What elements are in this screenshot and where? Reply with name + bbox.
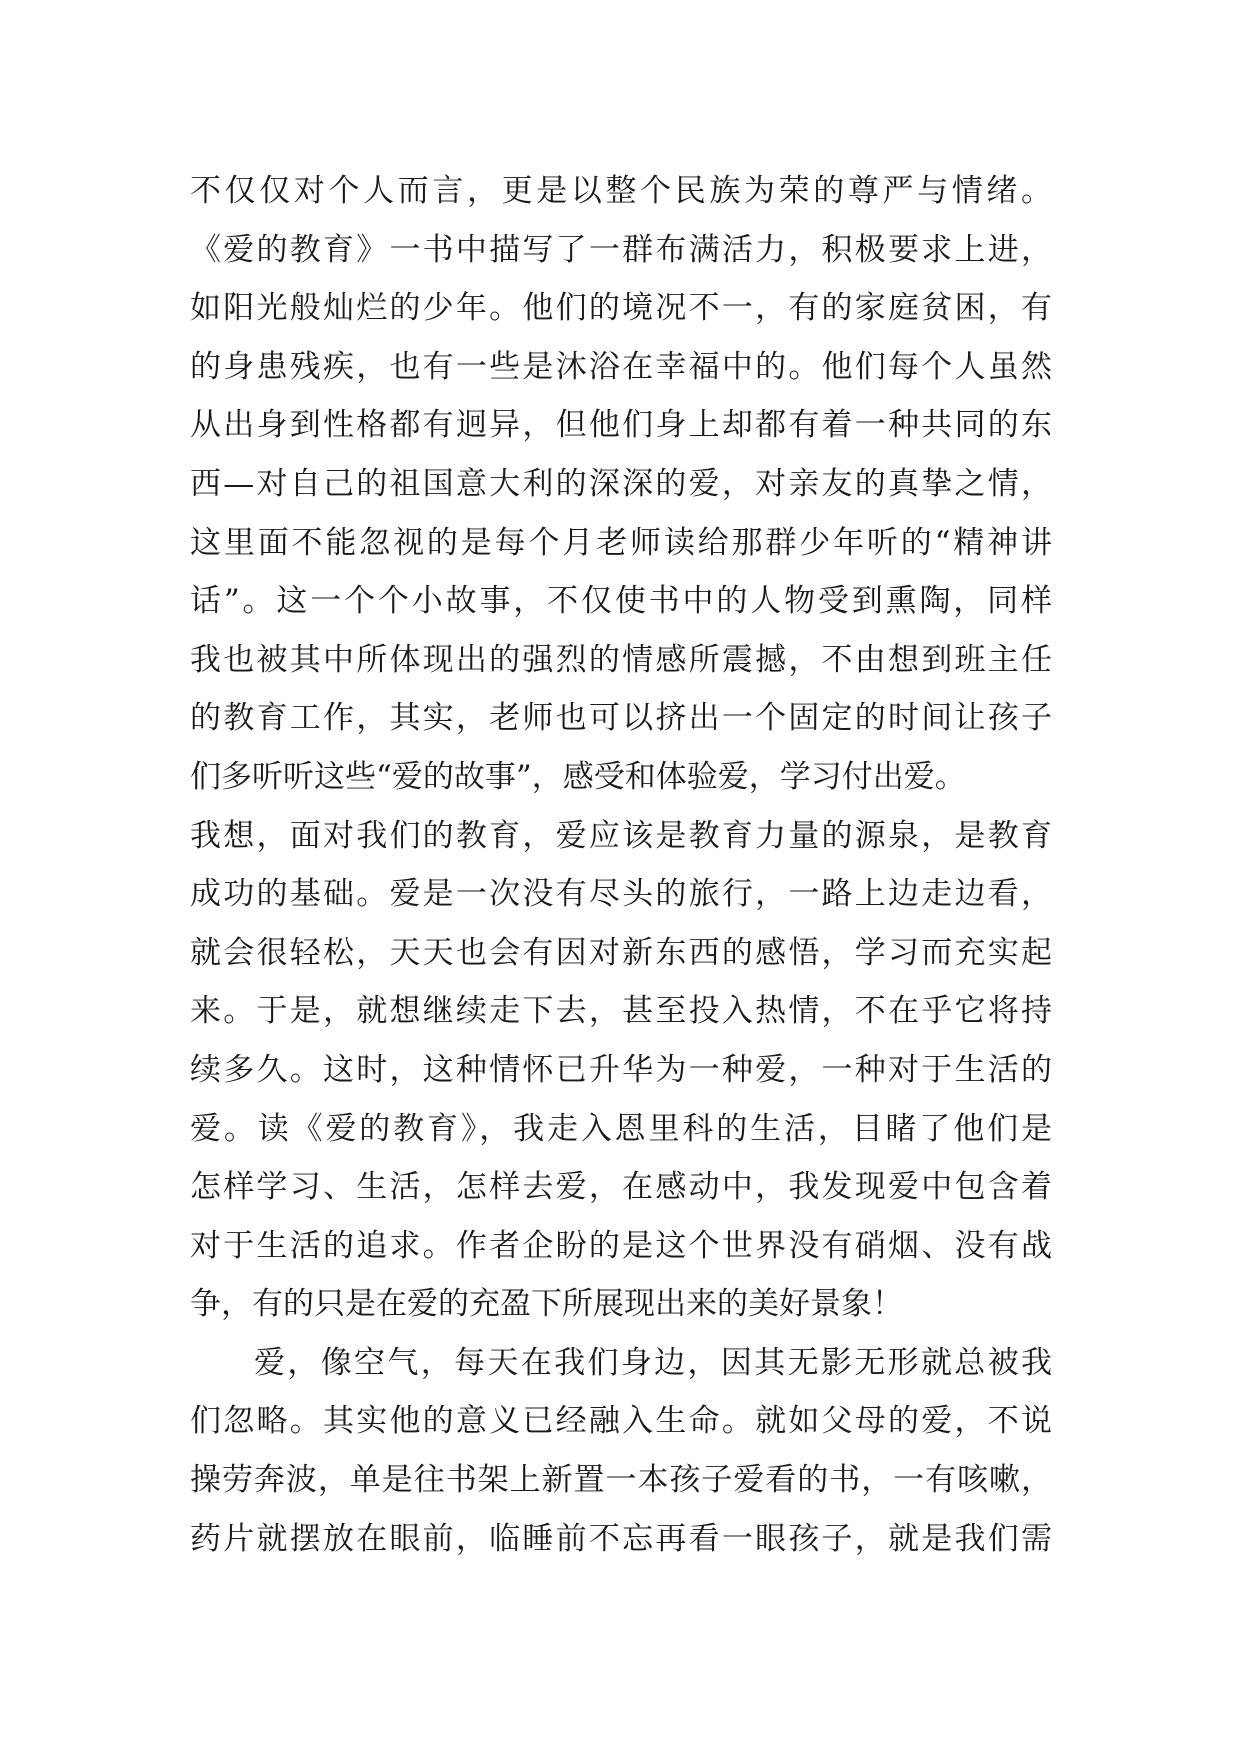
- text-line: 我也被其中所体现出的强烈的情感所震撼，不由想到班主任: [190, 641, 1052, 678]
- text-line: 药片就摆放在眼前，临睡前不忘再看一眼孩子，就是我们需: [190, 1520, 1052, 1557]
- text-line: 操劳奔波，单是往书架上新置一本孩子爱看的书，一有咳嗽，: [190, 1462, 1052, 1499]
- text-line: 争，有的只是在爱的充盈下所展现出来的美好景象！: [190, 1286, 903, 1323]
- text-line: 这里面不能忽视的是每个月老师读给那群少年听的“精神讲: [190, 524, 1052, 561]
- text-line: 爱。读《爱的教育》，我走入恩里科的生活，目睹了他们是: [190, 1110, 1052, 1147]
- text-line: 《爱的教育》一书中描写了一群布满活力，积极要求上进，: [190, 231, 1052, 268]
- body-text: [190, 162, 1052, 1568]
- text-line: 如阳光般灿烂的少年。他们的境况不一，有的家庭贫困，有: [190, 290, 1052, 327]
- text-line: 们忽略。其实他的意义已经融入生命。就如父母的爱，不说: [190, 1403, 1052, 1440]
- text-line: 不仅仅对个人而言，更是以整个民族为荣的尊严与情绪。: [190, 173, 1052, 209]
- text-line: 续多久。这时，这种情怀已升华为一种爱，一种对于生活的: [190, 1051, 1052, 1088]
- text-line: 们多听听这些“爱的故事”，感受和体验爱，学习付出爱。: [190, 758, 966, 795]
- text-line: 话”。这一个个小故事，不仅使书中的人物受到熏陶，同样: [190, 583, 1052, 620]
- text-line: 爱，像空气，每天在我们身边，因其无影无形就总被我: [254, 1344, 1052, 1381]
- text-line: 成功的基础。爱是一次没有尽头的旅行，一路上边走边看，: [190, 876, 1052, 913]
- text-line: 的教育工作，其实，老师也可以挤出一个固定的时间让孩子: [190, 700, 1052, 737]
- text-line: 对于生活的追求。作者企盼的是这个世界没有硝烟、没有战: [190, 1227, 1052, 1264]
- text-line: 西—对自己的祖国意大利的深深的爱，对亲友的真挚之情，: [190, 465, 1052, 502]
- text-line: 就会很轻松，天天也会有因对新东西的感悟，学习而充实起: [190, 934, 1052, 971]
- text-line: 怎样学习、生活，怎样去爱，在感动中，我发现爱中包含着: [190, 1169, 1052, 1206]
- text-line: 我想，面对我们的教育，爱应该是教育力量的源泉，是教育: [190, 817, 1052, 854]
- text-line: 的身患残疾，也有一些是沐浴在幸福中的。他们每个人虽然: [190, 348, 1052, 385]
- text-line: 来。于是，就想继续走下去，甚至投入热情，不在乎它将持: [190, 993, 1052, 1030]
- text-line: 从出身到性格都有迥异，但他们身上却都有着一种共同的东: [190, 407, 1052, 444]
